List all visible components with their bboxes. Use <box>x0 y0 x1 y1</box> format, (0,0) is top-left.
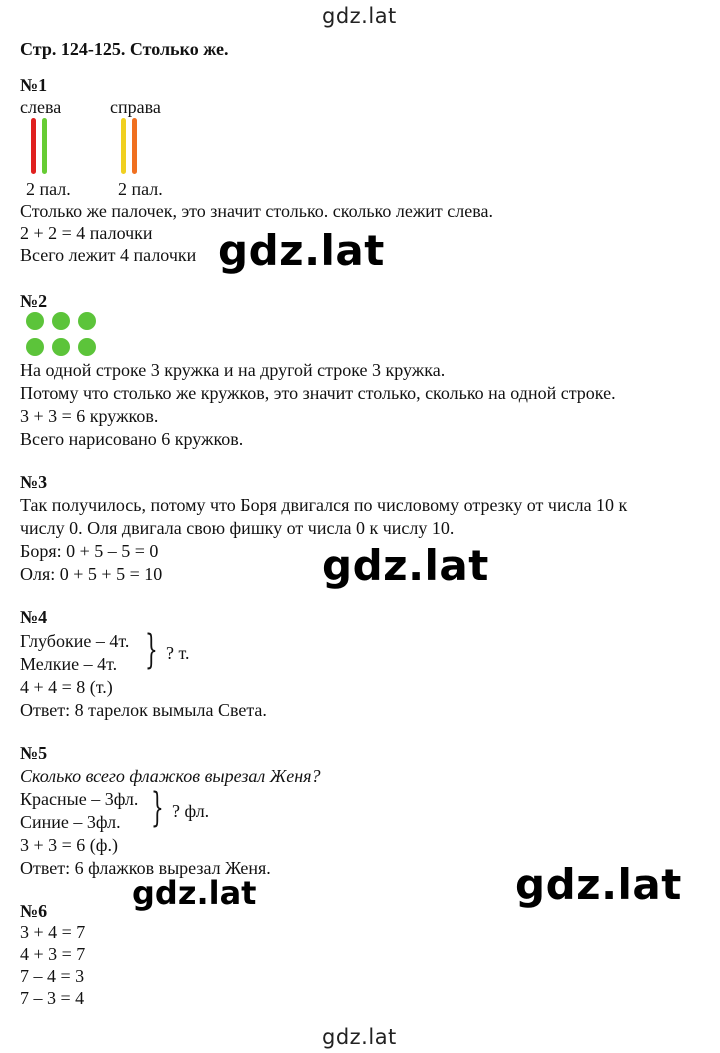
stick-red <box>31 118 36 174</box>
task6-line: 7 – 4 = 3 <box>20 966 85 986</box>
task5-question-line: Сколько всего флажков вырезал Женя? <box>20 766 321 786</box>
task2-line: Всего нарисовано 6 кружков. <box>20 429 244 449</box>
task2-number: №2 <box>20 291 48 311</box>
task1-number: №1 <box>20 75 48 95</box>
watermark-bottom: gdz.lat <box>322 1025 397 1049</box>
circle <box>52 312 70 330</box>
circle <box>52 338 70 356</box>
task2-line: На одной строке 3 кружка и на другой строке 3 кружка. <box>20 360 446 380</box>
watermark: gdz.lat <box>322 541 489 590</box>
stick-orange <box>132 118 137 174</box>
circle <box>78 338 96 356</box>
watermark: gdz.lat <box>218 226 385 275</box>
watermark-top: gdz.lat <box>322 4 397 28</box>
task6-line: 7 – 3 = 4 <box>20 988 85 1008</box>
task4-item: Глубокие – 4т. <box>20 631 130 651</box>
task1-line: 2 + 2 = 4 палочки <box>20 223 153 243</box>
task2-line: 3 + 3 = 6 кружков. <box>20 406 159 426</box>
task1-line: Всего лежит 4 палочки <box>20 245 197 265</box>
task1-line: Столько же палочек, это значит столько. сколько лежит слева. <box>20 201 494 221</box>
task6-number: №6 <box>20 901 48 921</box>
circle <box>26 312 44 330</box>
circle <box>78 312 96 330</box>
task5-line: 3 + 3 = 6 (ф.) <box>20 835 118 855</box>
task3-line: числу 0. Оля двигала свою фишку от числа 0 к числу 10. <box>20 518 455 538</box>
task1-left-label: слева <box>20 97 62 117</box>
task5-number: №5 <box>20 743 48 763</box>
task4-line: Ответ: 8 тарелок вымыла Света. <box>20 700 267 720</box>
task6-line: 4 + 3 = 7 <box>20 944 86 964</box>
watermark: gdz.lat <box>132 874 257 912</box>
task5-line: Ответ: 6 флажков вырезал Женя. <box>20 858 271 878</box>
task3-line: Так получилось, потому что Боря двигался по числовому отрезку от числа 10 к <box>20 495 628 515</box>
watermark: gdz.lat <box>515 860 682 909</box>
task6-line: 3 + 4 = 7 <box>20 922 86 942</box>
task4-question: ? т. <box>166 643 190 663</box>
task3-line: Боря: 0 + 5 – 5 = 0 <box>20 541 159 561</box>
task3-line: Оля: 0 + 5 + 5 = 10 <box>20 564 163 584</box>
task4-line: 4 + 4 = 8 (т.) <box>20 677 113 697</box>
circle <box>26 338 44 356</box>
page-title: Стр. 124-125. Столько же. <box>20 39 229 59</box>
task5-item: Красные – 3фл. <box>20 789 139 809</box>
task3-number: №3 <box>20 472 48 492</box>
task1-right-label: справа <box>110 97 161 117</box>
stick-green <box>42 118 47 174</box>
brace-icon: } <box>145 627 158 673</box>
stick-yellow <box>121 118 126 174</box>
task5-question: ? фл. <box>172 801 210 821</box>
task1-right-count: 2 пал. <box>118 179 163 199</box>
task2-line: Потому что столько же кружков, это значит столько, сколько на одной строке. <box>20 383 616 403</box>
task4-number: №4 <box>20 607 48 627</box>
brace-icon: } <box>151 785 164 831</box>
task4-item: Мелкие – 4т. <box>20 654 118 674</box>
task5-item: Синие – 3фл. <box>20 812 121 832</box>
task1-left-count: 2 пал. <box>26 179 71 199</box>
